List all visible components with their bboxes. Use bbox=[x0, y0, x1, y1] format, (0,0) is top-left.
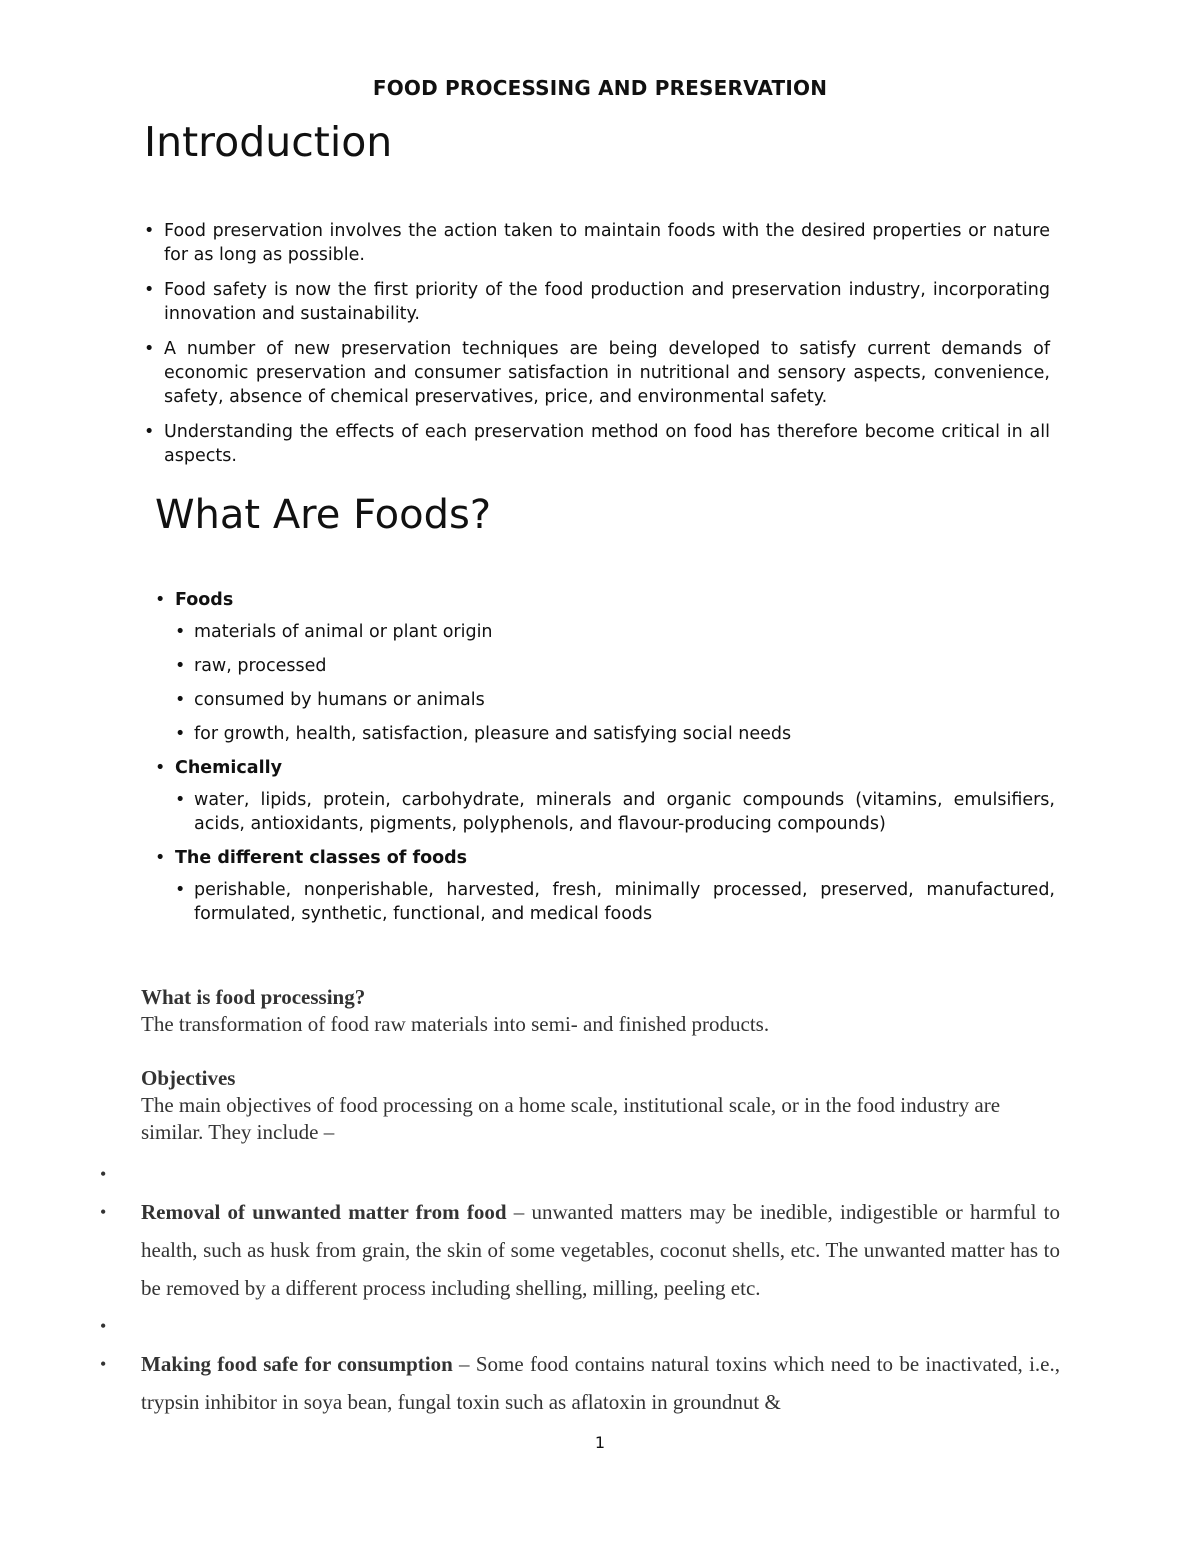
category-label: Chemically bbox=[175, 758, 282, 778]
list-item-text: for growth, health, satisfaction, pleasure and satisfying social needs bbox=[194, 724, 792, 744]
objectives-section bbox=[141, 1065, 1061, 1146]
foods-category bbox=[155, 846, 1055, 926]
bullet-icon: • bbox=[155, 590, 166, 610]
list-item-text: Food preservation involves the action taken to maintain foods with the desired properties or nature for as long as possible. bbox=[164, 221, 1050, 265]
bullet-icon: • bbox=[155, 758, 166, 778]
list-item-text: A number of new preservation techniques are being developed to satisfy current demands of economic preservation and consumer satisfaction in nutritional and sensory aspects, convenience, safety, absence of chemical preservatives, price, and environmental safety. bbox=[164, 339, 1050, 407]
processing-answer: The transformation of food raw materials into semi- and finished products. bbox=[141, 1012, 770, 1036]
foods-category bbox=[155, 756, 1055, 836]
empty-list-item bbox=[100, 1307, 1060, 1345]
foods-category bbox=[155, 588, 1055, 746]
bullet-icon: • bbox=[100, 1354, 107, 1374]
list-item bbox=[100, 1345, 1060, 1421]
objectives-list bbox=[100, 1155, 1060, 1421]
bullet-icon: • bbox=[175, 690, 186, 710]
bullet-icon: • bbox=[144, 280, 155, 300]
list-item bbox=[144, 337, 1050, 409]
objective-text: – Some food contains natural toxins which need to be inactivated, i.e., trypsin inhibitor in soya bean, fungal toxin such as aflatoxin in groundnut & bbox=[141, 1352, 1060, 1414]
list-item bbox=[175, 788, 1055, 836]
objective-lead: Making food safe for consumption bbox=[141, 1352, 453, 1376]
bullet-icon: • bbox=[100, 1316, 107, 1336]
list-item-text: consumed by humans or animals bbox=[194, 690, 485, 710]
list-item bbox=[100, 1193, 1060, 1307]
category-label: The different classes of foods bbox=[175, 848, 468, 868]
objectives-heading: Objectives bbox=[141, 1066, 236, 1090]
bullet-icon: • bbox=[175, 622, 186, 642]
processing-section bbox=[141, 984, 1061, 1038]
list-item-text: materials of animal or plant origin bbox=[194, 622, 493, 642]
bullet-icon: • bbox=[100, 1164, 107, 1184]
page-number: 1 bbox=[594, 1433, 606, 1452]
bullet-icon: • bbox=[144, 221, 155, 241]
document-title: FOOD PROCESSING AND PRESERVATION bbox=[372, 76, 828, 100]
bullet-icon: • bbox=[175, 790, 186, 810]
list-item bbox=[144, 420, 1050, 468]
list-item bbox=[175, 620, 1055, 644]
list-item bbox=[175, 688, 1055, 712]
list-item bbox=[175, 722, 1055, 746]
list-item-text: Food safety is now the first priority of the food production and preservation industry, incorporating innovation and sustainability. bbox=[164, 280, 1050, 324]
what-are-foods-heading: What Are Foods? bbox=[155, 492, 492, 538]
processing-question: What is food processing? bbox=[141, 985, 366, 1009]
introduction-list bbox=[144, 219, 1050, 479]
objective-text: – unwanted matters may be inedible, indigestible or harmful to health, such as husk from grain, the skin of some vegetables, coconut shells, etc. The unwanted matter has to be removed by a different process including shelling, milling, peeling etc. bbox=[141, 1200, 1060, 1300]
list-item bbox=[175, 878, 1055, 926]
objectives-intro: The main objectives of food processing on a home scale, institutional scale, or in the food industry are similar. They include – bbox=[141, 1093, 1001, 1144]
bullet-icon: • bbox=[155, 848, 166, 868]
objective-lead: Removal of unwanted matter from food bbox=[141, 1200, 507, 1224]
bullet-icon: • bbox=[100, 1202, 107, 1222]
list-item bbox=[144, 219, 1050, 267]
list-item-text: raw, processed bbox=[194, 656, 327, 676]
bullet-icon: • bbox=[175, 880, 186, 900]
list-item-text: perishable, nonperishable, harvested, fresh, minimally processed, preserved, manufactured, formulated, synthetic, functional, and medical foods bbox=[194, 880, 1055, 924]
category-label: Foods bbox=[175, 590, 234, 610]
sub-list bbox=[175, 788, 1055, 836]
list-item bbox=[175, 654, 1055, 678]
list-item-text: water, lipids, protein, carbohydrate, minerals and organic compounds (vitamins, emulsifiers, acids, antioxidants, pigments, polyphenols, and flavour-producing compounds) bbox=[194, 790, 1055, 834]
bullet-icon: • bbox=[144, 422, 155, 442]
list-item bbox=[144, 278, 1050, 326]
bullet-icon: • bbox=[175, 656, 186, 676]
foods-list bbox=[155, 588, 1055, 936]
sub-list bbox=[175, 878, 1055, 926]
list-item-text: Understanding the effects of each preservation method on food has therefore become critical in all aspects. bbox=[164, 422, 1050, 466]
bullet-icon: • bbox=[144, 339, 155, 359]
bullet-icon: • bbox=[175, 724, 186, 744]
sub-list bbox=[175, 620, 1055, 746]
introduction-heading: Introduction bbox=[144, 118, 393, 166]
empty-list-item bbox=[100, 1155, 1060, 1193]
